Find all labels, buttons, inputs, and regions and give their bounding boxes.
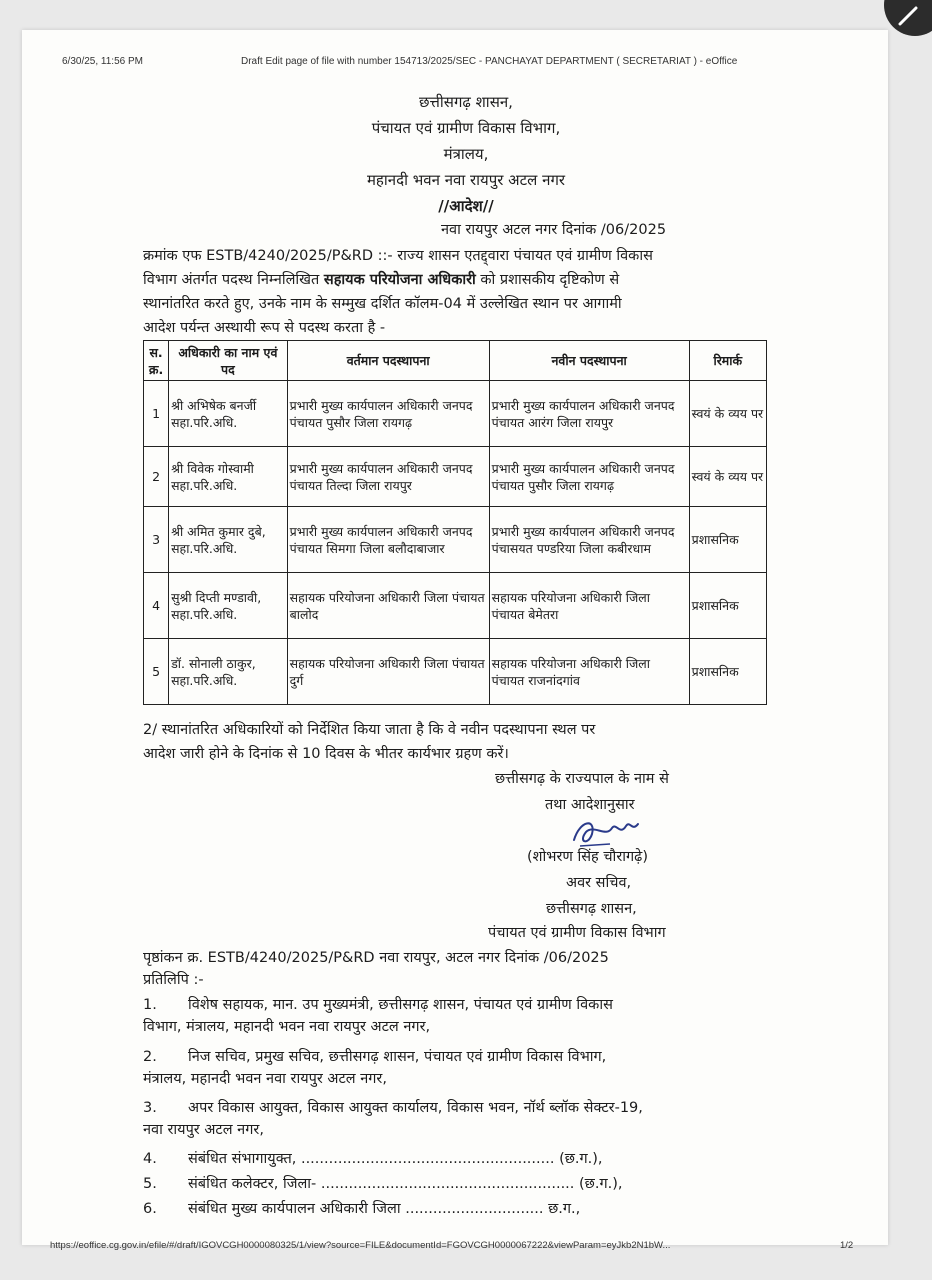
order-subject-bold: सहायक परियोजना अधिकारी [323, 272, 476, 288]
header-sn: स. क्र. [144, 341, 169, 381]
copy-item-4: 4. संबंधित संभागायुक्त, ....................................................... (छ.ग.), [143, 1151, 603, 1167]
para2-line1: 2/ स्थानांतरित अधिकारियों को निर्देशित किया जाता है कि वे नवीन पदस्थापना स्थल पर [143, 722, 596, 738]
table-row: 5 डॉ. सोनाली ठाकुर, सहा.परि.अधि. सहायक परियोजना अधिकारी जिला पंचायत दुर्ग सहायक परियोजना अधिकारी जिला पंचायत राजनांदगांव प्रशासनिक [144, 639, 767, 705]
pen-icon [898, 4, 920, 26]
order-line4: आदेश पर्यन्त अस्थायी रूप से पदस्थ करता है - [143, 320, 386, 336]
order-line1: क्रमांक एफ ESTB/4240/2025/P&RD ::- राज्य शासन एतद्द्वारा पंचायत एवं ग्रामीण विकास [143, 248, 653, 264]
table-row: 4 सुश्री दिप्ती मण्डावी, सहा.परि.अधि. सहायक परियोजना अधिकारी जिला पंचायत बालोद सहायक परियोजना अधिकारी जिला पंचायत बेमेतरा प्रशासनिक [144, 573, 767, 639]
copy-label: प्रतिलिपि :- [143, 972, 204, 988]
letterhead-line1: छत्तीसगढ़ शासन, [419, 93, 513, 111]
signature-authority-line1: छत्तीसगढ़ के राज्यपाल के नाम से [495, 771, 669, 787]
order-line3: स्थानांतरित करते हुए, उनके नाम के सम्मुख दर्शित कॉलम-04 में उल्लेखित स्थान पर आगामी [143, 296, 622, 312]
print-url[interactable]: https://eoffice.cg.gov.in/efile/#/draft/IGOVCGH0000080325/1/view?source=FILE&documentId=FGOVCGH0000067222&viewParam=eyJkb2N1bW... [50, 1240, 671, 1251]
para2-line2: आदेश जारी होने के दिनांक से 10 दिवस के भीतर कार्यभार ग्रहण करें। [143, 746, 509, 762]
endorsement-number: पृष्ठांकन क्र. ESTB/4240/2025/P&RD नवा रायपुर, अटल नगर दिनांक /06/2025 [143, 950, 609, 966]
table-row: 2 श्री विवेक गोस्वामी सहा.परि.अधि. प्रभारी मुख्य कार्यपालन अधिकारी जनपद पंचायत तिल्दा जिला रायपुर प्रभारी मुख्य कार्यपालन अधिकारी जनपद पंचायत पुसौर जिला रायगढ़ स्वयं के व्यय पर [144, 447, 767, 507]
copy-item-3: 3. अपर विकास आयुक्त, विकास आयुक्त कार्यालय, विकास भवन, नॉर्थ ब्लॉक सेक्टर-19, नवा रायपुर अटल नगर, [143, 1100, 643, 1138]
table-row: 1 श्री अभिषेक बनर्जी सहा.परि.अधि. प्रभारी मुख्य कार्यपालन अधिकारी जनपद पंचायत पुसौर जिला रायगढ़ प्रभारी मुख्य कार्यपालन अधिकारी जनपद पंचायत आरंग जिला रायपुर स्वयं के व्यय पर [144, 381, 767, 447]
print-datetime: 6/30/25, 11:56 PM [62, 56, 143, 67]
table-row: 3 श्री अमित कुमार दुबे, सहा.परि.अधि. प्रभारी मुख्य कार्यपालन अधिकारी जनपद पंचायत सिमगा जिला बलौदाबाजार प्रभारी मुख्य कार्यपालन अधिकारी जनपद पंचासयत पण्डरिया जिला कबीरधाम प्रशासनिक [144, 507, 767, 573]
corner-action-button[interactable] [884, 0, 932, 36]
header-current: वर्तमान पदस्थापना [287, 341, 489, 381]
header-remark: रिमार्क [689, 341, 766, 381]
print-page-number: 1/2 [840, 1240, 854, 1251]
letterhead-line2: पंचायत एवं ग्रामीण विकास विभाग, [371, 119, 561, 137]
copy-item-1: 1. विशेष सहायक, मान. उप मुख्यमंत्री, छत्तीसगढ़ शासन, पंचायत एवं ग्रामीण विकास विभाग, मंत्रालय, महानदी भवन नवा रायपुर अटल नगर, [143, 997, 613, 1035]
signatory-name: (शोभरण सिंह चौरागढ़े) [527, 849, 648, 865]
order-title: //आदेश// [438, 197, 494, 215]
copy-item-6: 6. संबंधित मुख्य कार्यपालन अधिकारी जिला .............................. छ.ग., [143, 1201, 581, 1217]
letterhead-line4: महानदी भवन नवा रायपुर अटल नगर [366, 171, 566, 189]
header-new: नवीन पदस्थापना [489, 341, 689, 381]
print-title: Draft Edit page of file with number 154713/2025/SEC - PANCHAYAT DEPARTMENT ( SECRETARIAT ) - eOffice [241, 56, 738, 67]
header-name: अधिकारी का नाम एवं पद [169, 341, 288, 381]
letterhead-line3: मंत्रालय, [443, 145, 489, 163]
signatory-designation: अवर सचिव, [566, 875, 632, 891]
signatory-dept: पंचायत एवं ग्रामीण विकास विभाग [488, 925, 666, 941]
posting-table [143, 340, 767, 705]
place-date: नवा रायपुर अटल नगर दिनांक /06/2025 [441, 222, 667, 238]
signature-authority-line2: तथा आदेशानुसार [545, 797, 635, 813]
copy-item-5: 5. संबंधित कलेक्टर, जिला- ....................................................... (छ.ग.), [143, 1176, 623, 1192]
copy-item-2: 2. निज सचिव, प्रमुख सचिव, छत्तीसगढ़ शासन, पंचायत एवं ग्रामीण विकास विभाग, मंत्रालय, महानदी भवन नवा रायपुर अटल नगर, [143, 1049, 607, 1087]
signatory-govt: छत्तीसगढ़ शासन, [546, 901, 637, 917]
order-line2: विभाग अंतर्गत पदस्थ निम्नलिखित सहायक परियोजना अधिकारी को प्रशासकीय दृष्टिकोण से [143, 272, 620, 288]
